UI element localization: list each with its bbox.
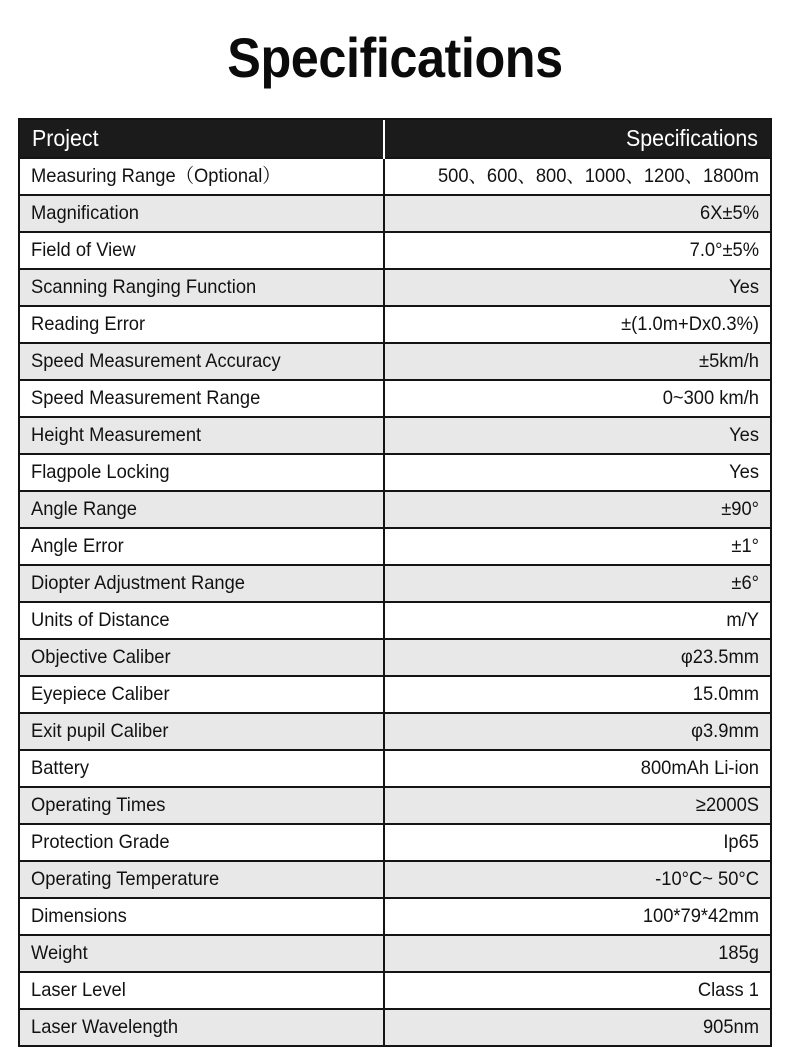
cell-specification-value [384,713,770,750]
cell-project [20,676,384,713]
table-row [20,602,770,639]
cell-specification-value [384,491,770,528]
table-row [20,787,770,824]
table-body [20,158,770,1045]
cell-project-label: Speed Measurement Accuracy [31,350,281,372]
table-header [20,120,770,158]
specifications-table [20,120,770,1045]
table-row [20,417,770,454]
cell-specification-value [384,676,770,713]
page-title: Specifications [227,26,563,89]
cell-specification-value [384,306,770,343]
cell-project-label: Magnification [31,202,140,224]
cell-project-label: Dimensions [31,905,127,927]
cell-project [20,158,384,195]
table-row [20,528,770,565]
cell-project-label: Reading Error [31,313,146,335]
cell-specification-value [384,195,770,232]
table-row [20,824,770,861]
cell-specification-value [384,898,770,935]
table-row [20,1009,770,1045]
cell-specification-value [384,565,770,602]
column-header-specifications [384,120,770,158]
cell-specification-value-text: 15.0mm [692,683,759,705]
cell-project-label: Objective Caliber [31,646,171,668]
cell-project [20,1009,384,1045]
cell-specification-value-text: 7.0°±5% [689,239,759,261]
column-header-project-label: Project [32,125,99,151]
cell-specification-value-text: ±6° [731,572,759,594]
table-row [20,713,770,750]
cell-project-label: Weight [31,942,88,964]
cell-project [20,935,384,972]
table-row [20,861,770,898]
cell-specification-value [384,417,770,454]
cell-specification-value-text: 185g [718,942,759,964]
cell-project-label: Measuring Range（Optional） [31,165,281,187]
cell-project-label: Angle Range [31,498,137,520]
cell-specification-value-text: Yes [729,461,759,483]
cell-specification-value [384,639,770,676]
table-row [20,676,770,713]
cell-project [20,417,384,454]
cell-specification-value-text: ±90° [721,498,759,520]
cell-project [20,491,384,528]
cell-specification-value-text: 500、600、800、1000、1200、1800m [437,165,759,187]
cell-project [20,713,384,750]
cell-project [20,972,384,1009]
cell-specification-value [384,380,770,417]
cell-specification-value-text: 100*79*42mm [642,905,759,927]
column-header-specifications-label: Specifications [626,125,758,151]
cell-project [20,528,384,565]
cell-project [20,306,384,343]
cell-specification-value-text: -10°C~ 50°C [655,868,759,890]
cell-project-label: Operating Times [31,794,166,816]
cell-specification-value [384,972,770,1009]
cell-project [20,639,384,676]
cell-project-label: Speed Measurement Range [31,387,261,409]
table-header-row [20,120,770,158]
table-row [20,565,770,602]
table-row [20,306,770,343]
table-row [20,343,770,380]
cell-project [20,750,384,787]
cell-project [20,343,384,380]
table-row [20,972,770,1009]
cell-specification-value-text: Class 1 [697,979,759,1001]
cell-specification-value [384,1009,770,1045]
cell-specification-value-text: ±5km/h [699,350,759,372]
cell-specification-value-text: φ3.9mm [691,720,759,742]
cell-project-label: Diopter Adjustment Range [31,572,245,594]
cell-project-label: Laser Level [31,979,126,1001]
cell-project [20,861,384,898]
table-row [20,380,770,417]
cell-specification-value-text: Yes [729,276,759,298]
cell-project-label: Eyepiece Caliber [31,683,170,705]
cell-project [20,824,384,861]
cell-project [20,602,384,639]
cell-specification-value-text: φ23.5mm [680,646,759,668]
cell-specification-value-text: 800mAh Li-ion [640,757,759,779]
cell-specification-value [384,454,770,491]
table-row [20,750,770,787]
cell-project-label: Battery [31,757,90,779]
table-row [20,195,770,232]
table-row [20,491,770,528]
cell-project [20,898,384,935]
cell-project-label: Field of View [31,239,136,261]
cell-specification-value-text: ≥2000S [695,794,759,816]
cell-project [20,787,384,824]
cell-specification-value [384,528,770,565]
cell-specification-value [384,269,770,306]
cell-project [20,195,384,232]
cell-project [20,454,384,491]
cell-specification-value [384,824,770,861]
cell-project-label: Units of Distance [31,609,170,631]
cell-specification-value-text: 0~300 km/h [662,387,759,409]
cell-specification-value [384,343,770,380]
table-row [20,232,770,269]
table-row [20,269,770,306]
cell-specification-value [384,232,770,269]
cell-project [20,565,384,602]
cell-project [20,380,384,417]
table-row [20,935,770,972]
cell-project-label: Protection Grade [31,831,170,853]
cell-specification-value [384,935,770,972]
cell-specification-value-text: ±1° [731,535,759,557]
cell-specification-value-text: Yes [729,424,759,446]
cell-specification-value [384,787,770,824]
table-row [20,639,770,676]
cell-specification-value [384,158,770,195]
cell-project-label: Scanning Ranging Function [31,276,257,298]
table-row [20,898,770,935]
cell-project [20,269,384,306]
cell-specification-value-text: Ip65 [723,831,759,853]
cell-specification-value-text: 905nm [702,1016,759,1038]
cell-specification-value-text: 6X±5% [700,202,759,224]
table-row [20,454,770,491]
cell-specification-value-text: m/Y [726,609,759,631]
cell-specification-value-text: ±(1.0m+Dx0.3%) [621,313,759,335]
cell-specification-value [384,750,770,787]
cell-project-label: Angle Error [31,535,124,557]
cell-project-label: Flagpole Locking [31,461,170,483]
specifications-table-container [18,118,772,1047]
cell-project [20,232,384,269]
cell-project-label: Operating Temperature [31,868,220,890]
cell-project-label: Height Measurement [31,424,202,446]
cell-specification-value [384,861,770,898]
cell-project-label: Laser Wavelength [31,1016,179,1038]
column-header-project [20,120,384,158]
table-row [20,158,770,195]
cell-project-label: Exit pupil Caliber [31,720,169,742]
cell-specification-value [384,602,770,639]
